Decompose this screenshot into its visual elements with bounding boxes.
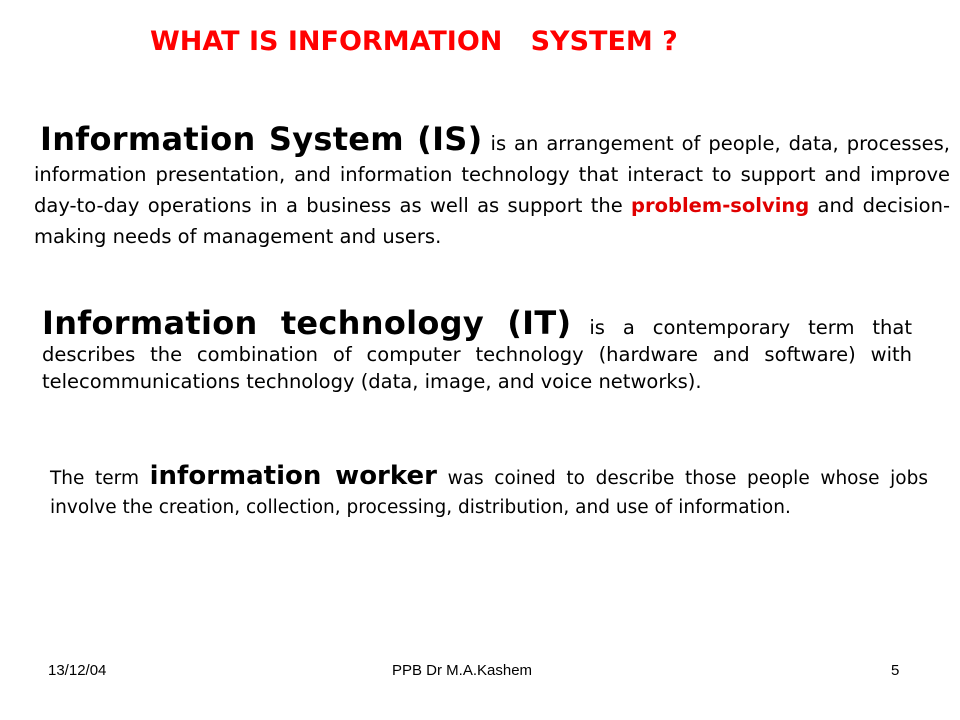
term-information-system: Information System (IS) (40, 120, 483, 158)
paragraph-information-worker (50, 462, 928, 522)
footer-page-number: 5 (891, 662, 900, 679)
highlight-problem-solving: problem-solving (631, 194, 810, 217)
term-information-worker: information worker (149, 461, 437, 491)
definition-text-a: is an arrangement of people, data, processes, information presentation, and information technology that interact to support and improve day-to-day operations in a business as well as support the (34, 132, 950, 217)
paragraph-information-technology (42, 304, 912, 395)
definition-text: was coined to describe those people whose jobs involve the creation, collection, processing, distribution, and use of information. (50, 468, 928, 518)
paragraph-information-system (34, 120, 950, 252)
intro-text: The term (50, 468, 150, 489)
slide-title: WHAT IS INFORMATION SYSTEM ? (150, 26, 678, 57)
definition-text: is a contemporary term that describes the combination of computer technology (hardware and software) with telecommunications technology (data, image, and voice networks). (42, 316, 912, 393)
footer-author: PPB Dr M.A.Kashem (392, 662, 533, 679)
footer-date: 13/12/04 (48, 662, 107, 679)
definition-text-b: and decision-making needs of management and users. (34, 194, 950, 248)
term-information-technology: Information technology (IT) (42, 304, 572, 342)
